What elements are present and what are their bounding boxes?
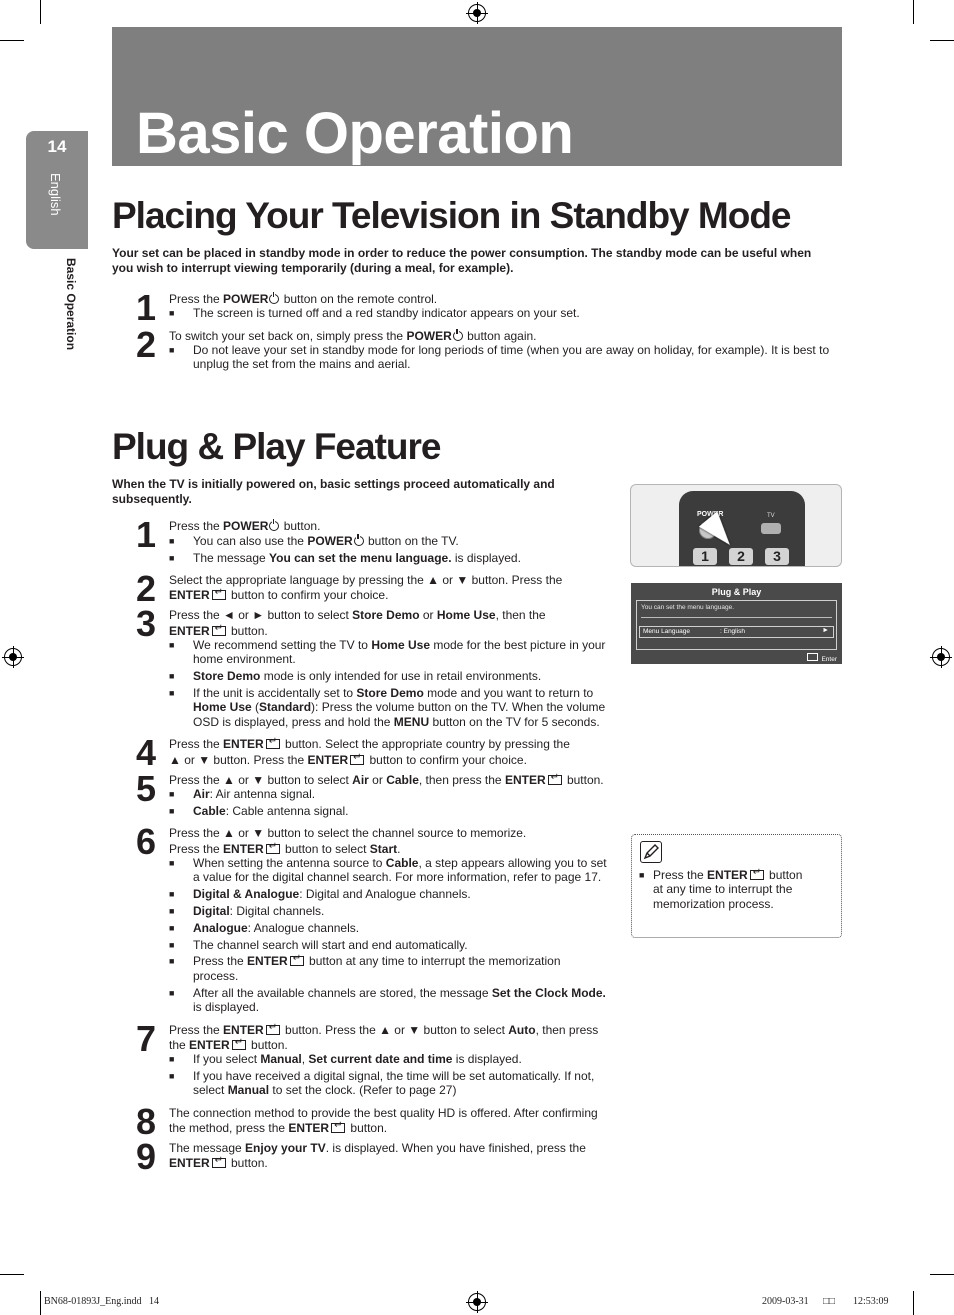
square-bullet-icon: ■ bbox=[169, 858, 175, 868]
step-text: ▲ or ▼ button. Press the ENTER↵ button to confirm your choice. bbox=[169, 753, 527, 768]
step-number: 2 bbox=[136, 568, 157, 609]
crop-mark bbox=[0, 40, 24, 41]
step-text: Press the POWER button. bbox=[169, 519, 321, 533]
power-icon bbox=[269, 521, 279, 531]
square-bullet-icon: ■ bbox=[169, 345, 175, 355]
square-bullet-icon: ■ bbox=[169, 688, 175, 698]
standby-intro: Your set can be placed in standby mode in order to reduce the power consumption. The standby mode can be useful when you wish to interrupt viewing temporarily (during a meal, for example). bbox=[112, 246, 812, 275]
enter-icon bbox=[266, 1025, 280, 1035]
osd-title: Plug & Play bbox=[711, 587, 762, 597]
square-bullet-icon: ■ bbox=[169, 640, 175, 650]
square-bullet-icon: ■ bbox=[169, 889, 175, 899]
enter-icon bbox=[212, 1158, 226, 1168]
step-text: The message Enjoy your TV. is displayed. When you have finished, press the bbox=[169, 1141, 586, 1155]
remote-body bbox=[679, 491, 805, 567]
square-bullet-icon: ■ bbox=[169, 308, 175, 318]
step-text: ENTER↵ button. bbox=[169, 1156, 268, 1171]
enter-icon bbox=[212, 626, 226, 636]
square-bullet-icon: ■ bbox=[169, 536, 175, 546]
step-number: 8 bbox=[136, 1101, 157, 1142]
step-text: Press the POWER button on the remote control. bbox=[169, 292, 438, 306]
step-text: Select the appropriate language by pressing the ▲ or ▼ button. Press the bbox=[169, 573, 563, 587]
registration-mark-icon bbox=[468, 1293, 486, 1311]
side-tab bbox=[26, 131, 88, 249]
step-text: The connection method to provide the best quality HD is offered. After confirming bbox=[169, 1106, 598, 1120]
step-text: Press the ENTER↵ button. Press the ▲ or ▼ button to select Auto, then press bbox=[169, 1023, 598, 1038]
language-label: English bbox=[48, 173, 63, 216]
osd-enter-hint: Enter bbox=[807, 653, 837, 663]
step-text: ENTER↵ button to confirm your choice. bbox=[169, 588, 388, 603]
footer-file: BN68-01893J_Eng.indd 14 bbox=[44, 1296, 159, 1307]
enter-icon bbox=[266, 844, 280, 854]
step-text: Press the ENTER↵ button. Select the appropriate country by pressing the bbox=[169, 737, 570, 752]
osd-divider bbox=[641, 617, 832, 618]
step-text: ENTER↵ button. bbox=[169, 624, 268, 639]
crop-mark bbox=[40, 1291, 41, 1315]
remote-control-image bbox=[630, 484, 842, 567]
square-bullet-icon: ■ bbox=[169, 553, 175, 563]
remote-key: 2 bbox=[729, 548, 753, 565]
enter-icon bbox=[232, 1040, 246, 1050]
footer-glyphs: □□ bbox=[823, 1296, 836, 1307]
crop-mark bbox=[40, 0, 41, 24]
step-number: 4 bbox=[136, 732, 157, 773]
square-bullet-icon: ■ bbox=[169, 923, 175, 933]
power-icon bbox=[453, 331, 463, 341]
step-text: Press the ENTER↵ button to select Start. bbox=[169, 842, 400, 857]
note-pencil-icon bbox=[640, 841, 662, 863]
step-text: Press the ◄ or ► button to select Store Demo or Home Use, then the bbox=[169, 608, 546, 622]
plug-play-heading: Plug & Play Feature bbox=[112, 426, 441, 467]
square-bullet-icon: ■ bbox=[169, 956, 175, 966]
osd-row-value: : English bbox=[720, 628, 745, 635]
square-bullet-icon: ■ bbox=[169, 906, 175, 916]
registration-mark-icon bbox=[468, 4, 486, 22]
step-number: 6 bbox=[136, 821, 157, 862]
arrow-right-icon: ► bbox=[822, 627, 829, 634]
square-bullet-icon: ■ bbox=[169, 988, 175, 998]
remote-tv-label: TV bbox=[767, 513, 775, 519]
crop-mark bbox=[930, 40, 954, 41]
osd-panel bbox=[636, 600, 837, 650]
step-number: 7 bbox=[136, 1018, 157, 1059]
step-number: 9 bbox=[136, 1136, 157, 1177]
registration-mark-icon bbox=[4, 648, 22, 666]
enter-icon bbox=[266, 739, 280, 749]
footer-time: 12:53:09 bbox=[853, 1296, 889, 1307]
enter-icon bbox=[807, 653, 818, 661]
step-number: 2 bbox=[136, 324, 157, 365]
plug-play-intro: When the TV is initially powered on, basic settings proceed automatically and subsequently. bbox=[112, 477, 555, 506]
remote-key: 3 bbox=[765, 548, 789, 565]
standby-heading: Placing Your Television in Standby Mode bbox=[112, 195, 791, 236]
step-text: Press the ▲ or ▼ button to select Air or Cable, then press the ENTER↵ button. bbox=[169, 773, 604, 788]
crop-mark bbox=[913, 1291, 914, 1315]
enter-icon bbox=[290, 956, 304, 966]
section-label: Basic Operation bbox=[64, 258, 78, 351]
enter-icon bbox=[750, 870, 764, 880]
osd-menu-language-row bbox=[639, 626, 834, 638]
step-number: 5 bbox=[136, 768, 157, 809]
page-title: Basic Operation bbox=[136, 101, 574, 166]
power-icon bbox=[354, 536, 364, 546]
square-bullet-icon: ■ bbox=[169, 671, 175, 681]
crop-mark bbox=[913, 0, 914, 24]
step-number: 1 bbox=[136, 514, 157, 555]
crop-mark bbox=[0, 1274, 24, 1275]
square-bullet-icon: ■ bbox=[169, 789, 175, 799]
square-bullet-icon: ■ bbox=[169, 940, 175, 950]
enter-icon bbox=[350, 755, 364, 765]
osd-message: You can set the menu language. bbox=[641, 604, 734, 611]
page-number: 14 bbox=[47, 137, 67, 156]
square-bullet-icon: ■ bbox=[639, 870, 645, 880]
enter-icon bbox=[548, 775, 562, 785]
remote-tv-button-icon bbox=[761, 523, 781, 534]
square-bullet-icon: ■ bbox=[169, 1071, 175, 1081]
step-number: 3 bbox=[136, 603, 157, 644]
square-bullet-icon: ■ bbox=[169, 1054, 175, 1064]
crop-mark bbox=[930, 1274, 954, 1275]
enter-icon bbox=[331, 1123, 345, 1133]
step-text: the ENTER↵ button. bbox=[169, 1038, 288, 1053]
power-icon bbox=[269, 294, 279, 304]
osd-row-label: Menu Language bbox=[643, 628, 690, 635]
remote-power-label: POWER bbox=[697, 511, 724, 518]
step-number: 1 bbox=[136, 287, 157, 328]
step-text: the method, press the ENTER↵ button. bbox=[169, 1121, 387, 1136]
footer-date: 2009-03-31 bbox=[762, 1296, 809, 1307]
square-bullet-icon: ■ bbox=[169, 806, 175, 816]
step-text: To switch your set back on, simply press the POWER button again. bbox=[169, 329, 537, 343]
plug-play-osd bbox=[631, 583, 842, 664]
note-box: ■ Press the ENTER↵ button at any time to interrupt the memorization process. bbox=[631, 834, 842, 938]
registration-mark-icon bbox=[932, 648, 950, 666]
enter-icon bbox=[212, 590, 226, 600]
remote-key: 1 bbox=[693, 548, 717, 565]
step-text: Press the ▲ or ▼ button to select the channel source to memorize. bbox=[169, 826, 527, 840]
